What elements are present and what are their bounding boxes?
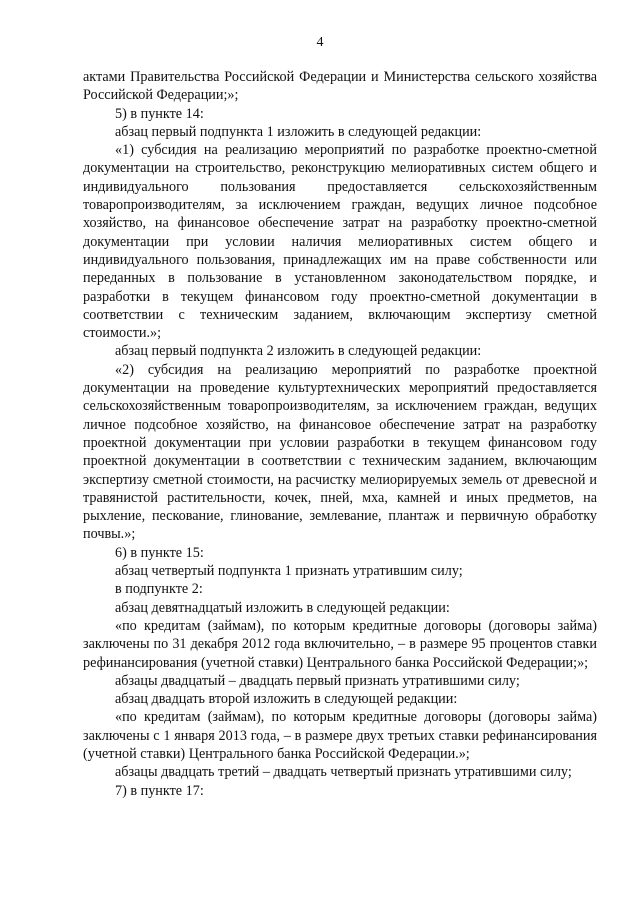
paragraph: абзац первый подпункта 1 изложить в следующей редакции: — [115, 123, 482, 140]
paragraph: 7) в пункте 17: — [115, 782, 204, 799]
paragraph: абзац двадцать второй изложить в следующей редакции: — [115, 691, 458, 708]
paragraph: абзац первый подпункта 2 изложить в следующей редакции: — [115, 343, 482, 360]
page-number: 4 — [316, 35, 324, 50]
paragraph: в подпункте 2: — [115, 581, 203, 598]
paragraph: «по кредитам (займам), по которым кредитные договоры (договоры займа) заключены по 31 декабря 2012 года включительно, – в размере 95 процентов ставки рефинансирования (учетной ставки) Центрального банка Российской Федерации;»; — [83, 617, 597, 671]
paragraph: «1) субсидия на реализацию мероприятий по разработке проектно-сметной документации на строительство, реконструкцию мелиоративных систем общего и индивидуального пользования предоставляется сельскохозяйственным товаропроизводителям, за исключением граждан, ведущих личное подсобное хозяйство, на финансовое обеспечение затрат на разработку проектно-сметной документации при условии наличия мелиоративных систем общего и индивидуального пользования, принадлежащих им на праве собственности или переданных в пользование в установленном законодательством порядке, и разработки в текущем финансовом году проектно-сметной документации в соответствии с техническим заданием, включающим экспертизу сметной стоимости.»; — [83, 142, 597, 342]
paragraph: абзацы двадцать третий – двадцать четвертый признать утратившими силу; — [115, 764, 572, 781]
paragraph: 6) в пункте 15: — [115, 544, 204, 561]
paragraph: абзацы двадцатый – двадцать первый признать утратившими силу; — [115, 672, 520, 689]
paragraph: абзац четвертый подпункта 1 признать утратившим силу; — [115, 563, 463, 580]
paragraph: абзац девятнадцатый изложить в следующей редакции: — [115, 599, 450, 616]
document-body — [83, 68, 597, 800]
paragraph: «по кредитам (займам), по которым кредитные договоры (договоры займа) заключены с 1 января 2013 года, – в размере двух третьих ставки рефинансирования (учетной ставки) Центрального банка Российской Федерации.»; — [83, 709, 597, 762]
paragraph: «2) субсидия на реализацию мероприятий по разработке проектной документации на проведение культуртехнических мероприятий предоставляется сельскохозяйственным товаропроизводителям, за исключением граждан, ведущих личное подсобное хозяйство, на финансовое обеспечение затрат на разработку проектной документации при условии разработки в текущем финансовом году проектной документации в соответствии с техническим заданием, включающим экспертизу сметной стоимости, на расчистку мелиорируемых земель от древесной и травянистой растительности, кочек, пней, мха, камней и иных предметов, на рыхление, пескование, глинование, землевание, плантаж и первичную обработку почвы.»; — [83, 361, 597, 543]
paragraph: 5) в пункте 14: — [115, 105, 204, 122]
paragraph: актами Правительства Российской Федерации и Министерства сельского хозяйства Российской Федерации;»; — [83, 69, 597, 104]
